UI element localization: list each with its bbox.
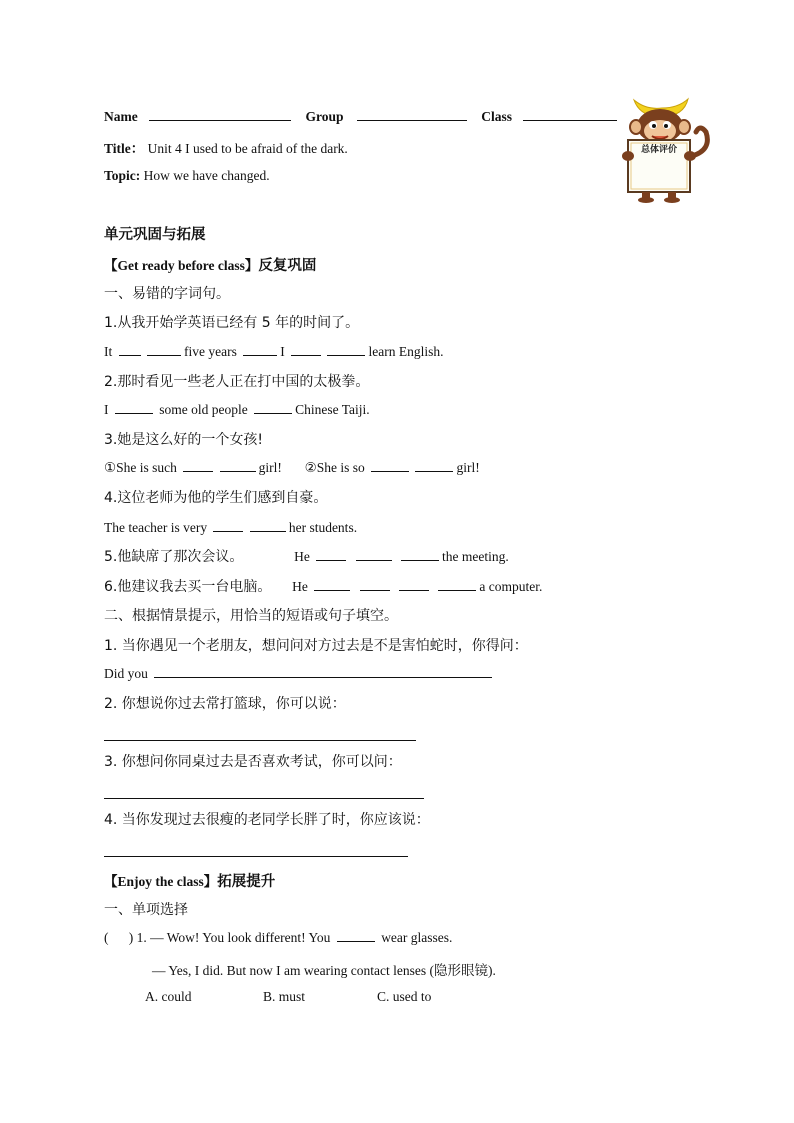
q2-text-b: some old people xyxy=(159,402,248,417)
q2-blank-1[interactable] xyxy=(115,402,153,414)
q6-blank-1[interactable] xyxy=(314,579,350,591)
mc1-text-a: 1. — Wow! You look different! You xyxy=(136,930,331,945)
q3-text-c: ②She is so xyxy=(304,460,365,475)
badge-text: 总体评价 xyxy=(640,145,678,155)
title-line xyxy=(104,137,348,157)
q2-en xyxy=(104,402,370,418)
s3-prompt: 3. 你想问你同桌过去是否喜欢考试，你可以问： xyxy=(104,754,402,770)
q2-text-c: Chinese Taiji. xyxy=(295,402,370,417)
mc1-text-b: wear glasses. xyxy=(381,930,453,945)
q4-zh: 4.这位老师为他的学生们感到自豪。 xyxy=(104,490,328,506)
q3-zh: 3.她是这么好的一个女孩! xyxy=(104,432,263,448)
q2-zh: 2.那时看见一些老人正在打中国的太极拳。 xyxy=(104,374,370,390)
group-blank[interactable] xyxy=(357,109,467,121)
part1-heading-zh: 反复巩固 xyxy=(258,258,317,274)
q6-zh: 6.他建议我去买一台电脑。 xyxy=(104,579,272,595)
s1-lead: Did you xyxy=(104,666,148,681)
option-b[interactable]: B. must xyxy=(263,989,306,1004)
q2-blank-2[interactable] xyxy=(254,402,292,414)
q4-blank-2[interactable] xyxy=(250,520,286,532)
s4-answer-line[interactable] xyxy=(104,856,408,857)
part1-heading-en: 【Get ready before class】 xyxy=(104,258,259,273)
s3-answer-line[interactable] xyxy=(104,798,424,799)
s1-prompt: 1. 当你遇见一个老朋友，想问问对方过去是不是害怕蛇时，你得问： xyxy=(104,638,528,654)
s2-answer-line[interactable] xyxy=(104,740,416,741)
topic-line xyxy=(104,168,270,184)
q1-blank-3[interactable] xyxy=(243,344,277,356)
q1-zh: 1.从我开始学英语已经有 5 年的时间了。 xyxy=(104,315,360,331)
q3-blank-4[interactable] xyxy=(415,460,453,472)
s2-prompt: 2. 你想说你过去常打篮球，你可以说： xyxy=(104,696,346,712)
s1-blank[interactable] xyxy=(154,666,492,678)
q3-blank-1[interactable] xyxy=(183,460,213,472)
q2-text-a: I xyxy=(104,402,109,417)
mc1-answer-paren[interactable]: ( ) xyxy=(104,930,134,945)
header-row xyxy=(104,109,620,125)
q6-blank-3[interactable] xyxy=(399,579,429,591)
mc1-question xyxy=(104,930,452,946)
q3-text-b: girl! xyxy=(258,460,282,475)
q1-text-d: learn English. xyxy=(368,344,444,359)
part2-heading-zh: 拓展提升 xyxy=(217,874,276,890)
q5-blank-3[interactable] xyxy=(401,549,439,561)
q5-text-b: the meeting. xyxy=(441,549,509,564)
option-c[interactable]: C. used to xyxy=(377,989,432,1004)
name-label: Name xyxy=(104,109,138,124)
q5-text-a: He xyxy=(294,549,310,564)
q1-en xyxy=(104,344,443,360)
q1-text-c: I xyxy=(280,344,285,359)
title-label: Title： xyxy=(104,141,145,156)
mc1-options xyxy=(145,989,431,1005)
q6-text-b: a computer. xyxy=(479,579,543,594)
class-blank[interactable] xyxy=(523,109,617,121)
q5-zh: 5.他缺席了那次会议。 xyxy=(104,549,244,565)
q4-text-b: her students. xyxy=(288,520,358,535)
q3-blank-3[interactable] xyxy=(371,460,409,472)
topic-value: How we have changed. xyxy=(143,168,270,183)
title-value: Unit 4 I used to be afraid of the dark. xyxy=(147,141,348,156)
q3-text-d: girl! xyxy=(456,460,480,475)
q5-blank-2[interactable] xyxy=(356,549,392,561)
q4-en xyxy=(104,520,357,536)
q6-line xyxy=(104,576,542,596)
q3-en xyxy=(104,460,480,476)
mc1-reply: — Yes, I did. But now I am wearing contact lenses (隐形眼镜). xyxy=(152,963,496,978)
q5-line xyxy=(104,546,509,566)
group-label: Group xyxy=(305,109,344,124)
part2-sub1: 一、单项选择 xyxy=(104,902,188,918)
monkey-mascot-icon xyxy=(612,96,714,204)
q1-blank-5[interactable] xyxy=(327,344,365,356)
part1-sub1: 一、易错的字词句。 xyxy=(104,286,230,302)
q4-blank-1[interactable] xyxy=(213,520,243,532)
q1-text-b: five years xyxy=(184,344,237,359)
q5-blank-1[interactable] xyxy=(316,549,346,561)
name-blank[interactable] xyxy=(149,109,291,121)
class-label: Class xyxy=(481,109,513,124)
s1-answer xyxy=(104,666,495,682)
q1-text-a: It xyxy=(104,344,113,359)
s4-prompt: 4. 当你发现过去很瘦的老同学长胖了时，你应该说： xyxy=(104,812,430,828)
option-a[interactable]: A. could xyxy=(145,989,192,1004)
topic-label: Topic: xyxy=(104,168,141,183)
q3-blank-2[interactable] xyxy=(220,460,256,472)
part1-heading xyxy=(104,254,316,275)
q3-text-a: ①She is such xyxy=(104,460,177,475)
q1-blank-4[interactable] xyxy=(291,344,321,356)
q6-blank-2[interactable] xyxy=(360,579,390,591)
q4-text-a: The teacher is very xyxy=(104,520,208,535)
q1-blank-1[interactable] xyxy=(119,344,141,356)
part1-sub2: 二、根据情景提示，用恰当的短语或句子填空。 xyxy=(104,608,398,624)
q1-blank-2[interactable] xyxy=(147,344,181,356)
mc1-blank[interactable] xyxy=(337,930,375,942)
part2-heading-en: 【Enjoy the class】 xyxy=(104,874,218,889)
q6-text-a: He xyxy=(292,579,308,594)
part2-heading xyxy=(104,870,275,891)
section-title: 单元巩固与拓展 xyxy=(104,227,206,243)
q6-blank-4[interactable] xyxy=(438,579,476,591)
